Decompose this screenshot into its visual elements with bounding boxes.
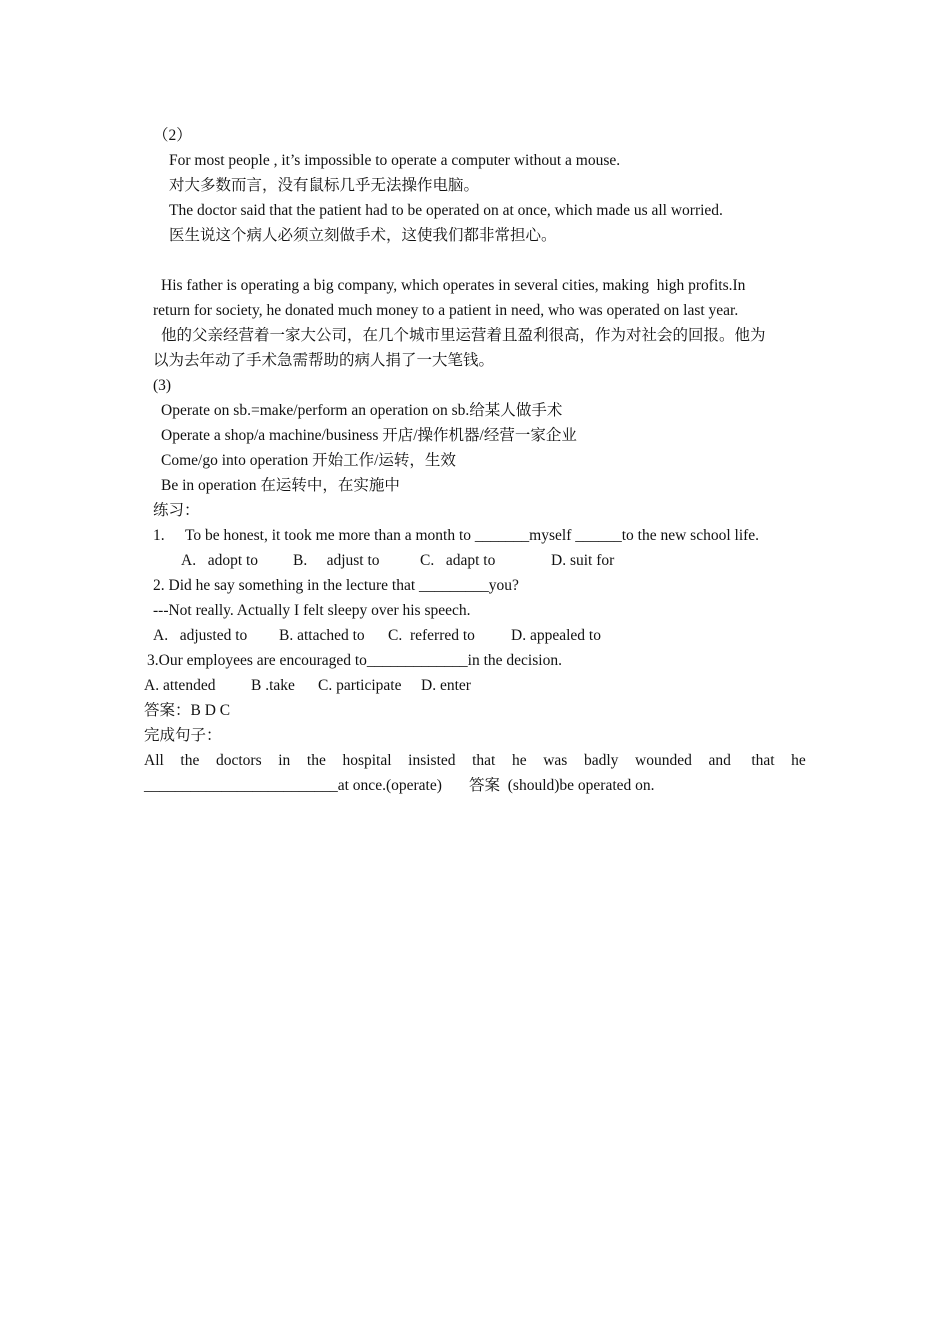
word: the — [180, 752, 200, 769]
word: he — [791, 752, 806, 769]
word: insisted — [408, 752, 456, 769]
paragraph-english-line-2: return for society, he donated much money to a patient in need, who was operated on last year. — [153, 302, 739, 319]
word: was — [543, 752, 568, 769]
example-chinese-1: 对大多数而言，没有鼠标几乎无法操作电脑。 — [169, 177, 480, 194]
question-2-option-b: B. attached to — [279, 627, 365, 644]
example-english-2: The doctor said that the patient had to be operated on at once, which made us all worried. — [169, 202, 723, 219]
section-2-label: （2） — [153, 127, 192, 144]
word: he — [511, 752, 527, 769]
question-3-option-c: C. participate — [318, 677, 402, 694]
question-2-option-d: D. appealed to — [511, 627, 601, 644]
word: in — [278, 752, 291, 769]
phrase-item: Operate on sb.=make/perform an operation on sb.给某人做手术 — [161, 402, 563, 419]
example-chinese-2: 医生说这个病人必须立刻做手术，这使我们都非常担心。 — [169, 227, 557, 244]
paragraph-english-line-1: His father is operating a big company, which operates in several cities, making high profits.In — [161, 277, 746, 294]
question-1-number: 1. — [153, 527, 165, 544]
question-2-reply: ---Not really. Actually I felt sleepy over his speech. — [153, 602, 471, 619]
exercise-label: 练习： — [153, 502, 200, 519]
paragraph-chinese-line-2: 以为去年动了手术急需帮助的病人捐了一大笔钱。 — [153, 352, 495, 369]
word: the — [306, 752, 326, 769]
question-1-text: To be honest, it took me more than a month to _______myself ______to the new school life. — [185, 527, 760, 544]
question-1-option-b: B. adjust to — [293, 552, 380, 569]
question-2-text: 2. Did he say something in the lecture that _________you? — [153, 577, 519, 594]
question-1-option-d: D. suit for — [551, 552, 615, 569]
question-2-option-a: A. adjusted to — [153, 627, 248, 644]
question-3-option-a: A. attended — [144, 677, 216, 694]
phrase-item: Come/go into operation 开始工作/运转，生效 — [161, 452, 456, 469]
paragraph-chinese-line-1: 他的父亲经营着一家大公司，在几个城市里运营着且盈利很高，作为对社会的回报。他为 — [161, 327, 766, 344]
question-3-option-b: B .take — [251, 677, 295, 694]
word: doctors — [215, 752, 262, 769]
completion-sentence-line-1 — [144, 751, 806, 771]
word: All — [144, 752, 164, 769]
answer-key: 答案：B D C — [144, 702, 231, 719]
completion-sentence-line-2: _________________________at once.(operate) 答案 (should)be operated on. — [144, 777, 655, 794]
example-english-1: For most people , it’s impossible to operate a computer without a mouse. — [169, 152, 621, 169]
word: wounded — [635, 752, 692, 769]
phrase-item: Be in operation 在运转中，在实施中 — [161, 477, 400, 494]
word: hospital — [342, 752, 392, 769]
phrase-item: Operate a shop/a machine/business 开店/操作机器/经营一家企业 — [161, 427, 577, 444]
question-3-text: 3.Our employees are encouraged to_____________in the decision. — [147, 652, 562, 669]
word: badly — [583, 752, 619, 769]
section-3-label: (3) — [153, 377, 172, 394]
question-1-option-c: C. adapt to — [420, 552, 496, 569]
word: and — [708, 752, 731, 769]
question-1-option-a: A. adopt to — [181, 552, 259, 569]
word: that — [472, 752, 496, 769]
question-3-option-d: D. enter — [421, 677, 471, 694]
question-2-option-c: C. referred to — [388, 627, 475, 644]
completion-label: 完成句子： — [144, 727, 222, 744]
word: that — [747, 752, 775, 769]
